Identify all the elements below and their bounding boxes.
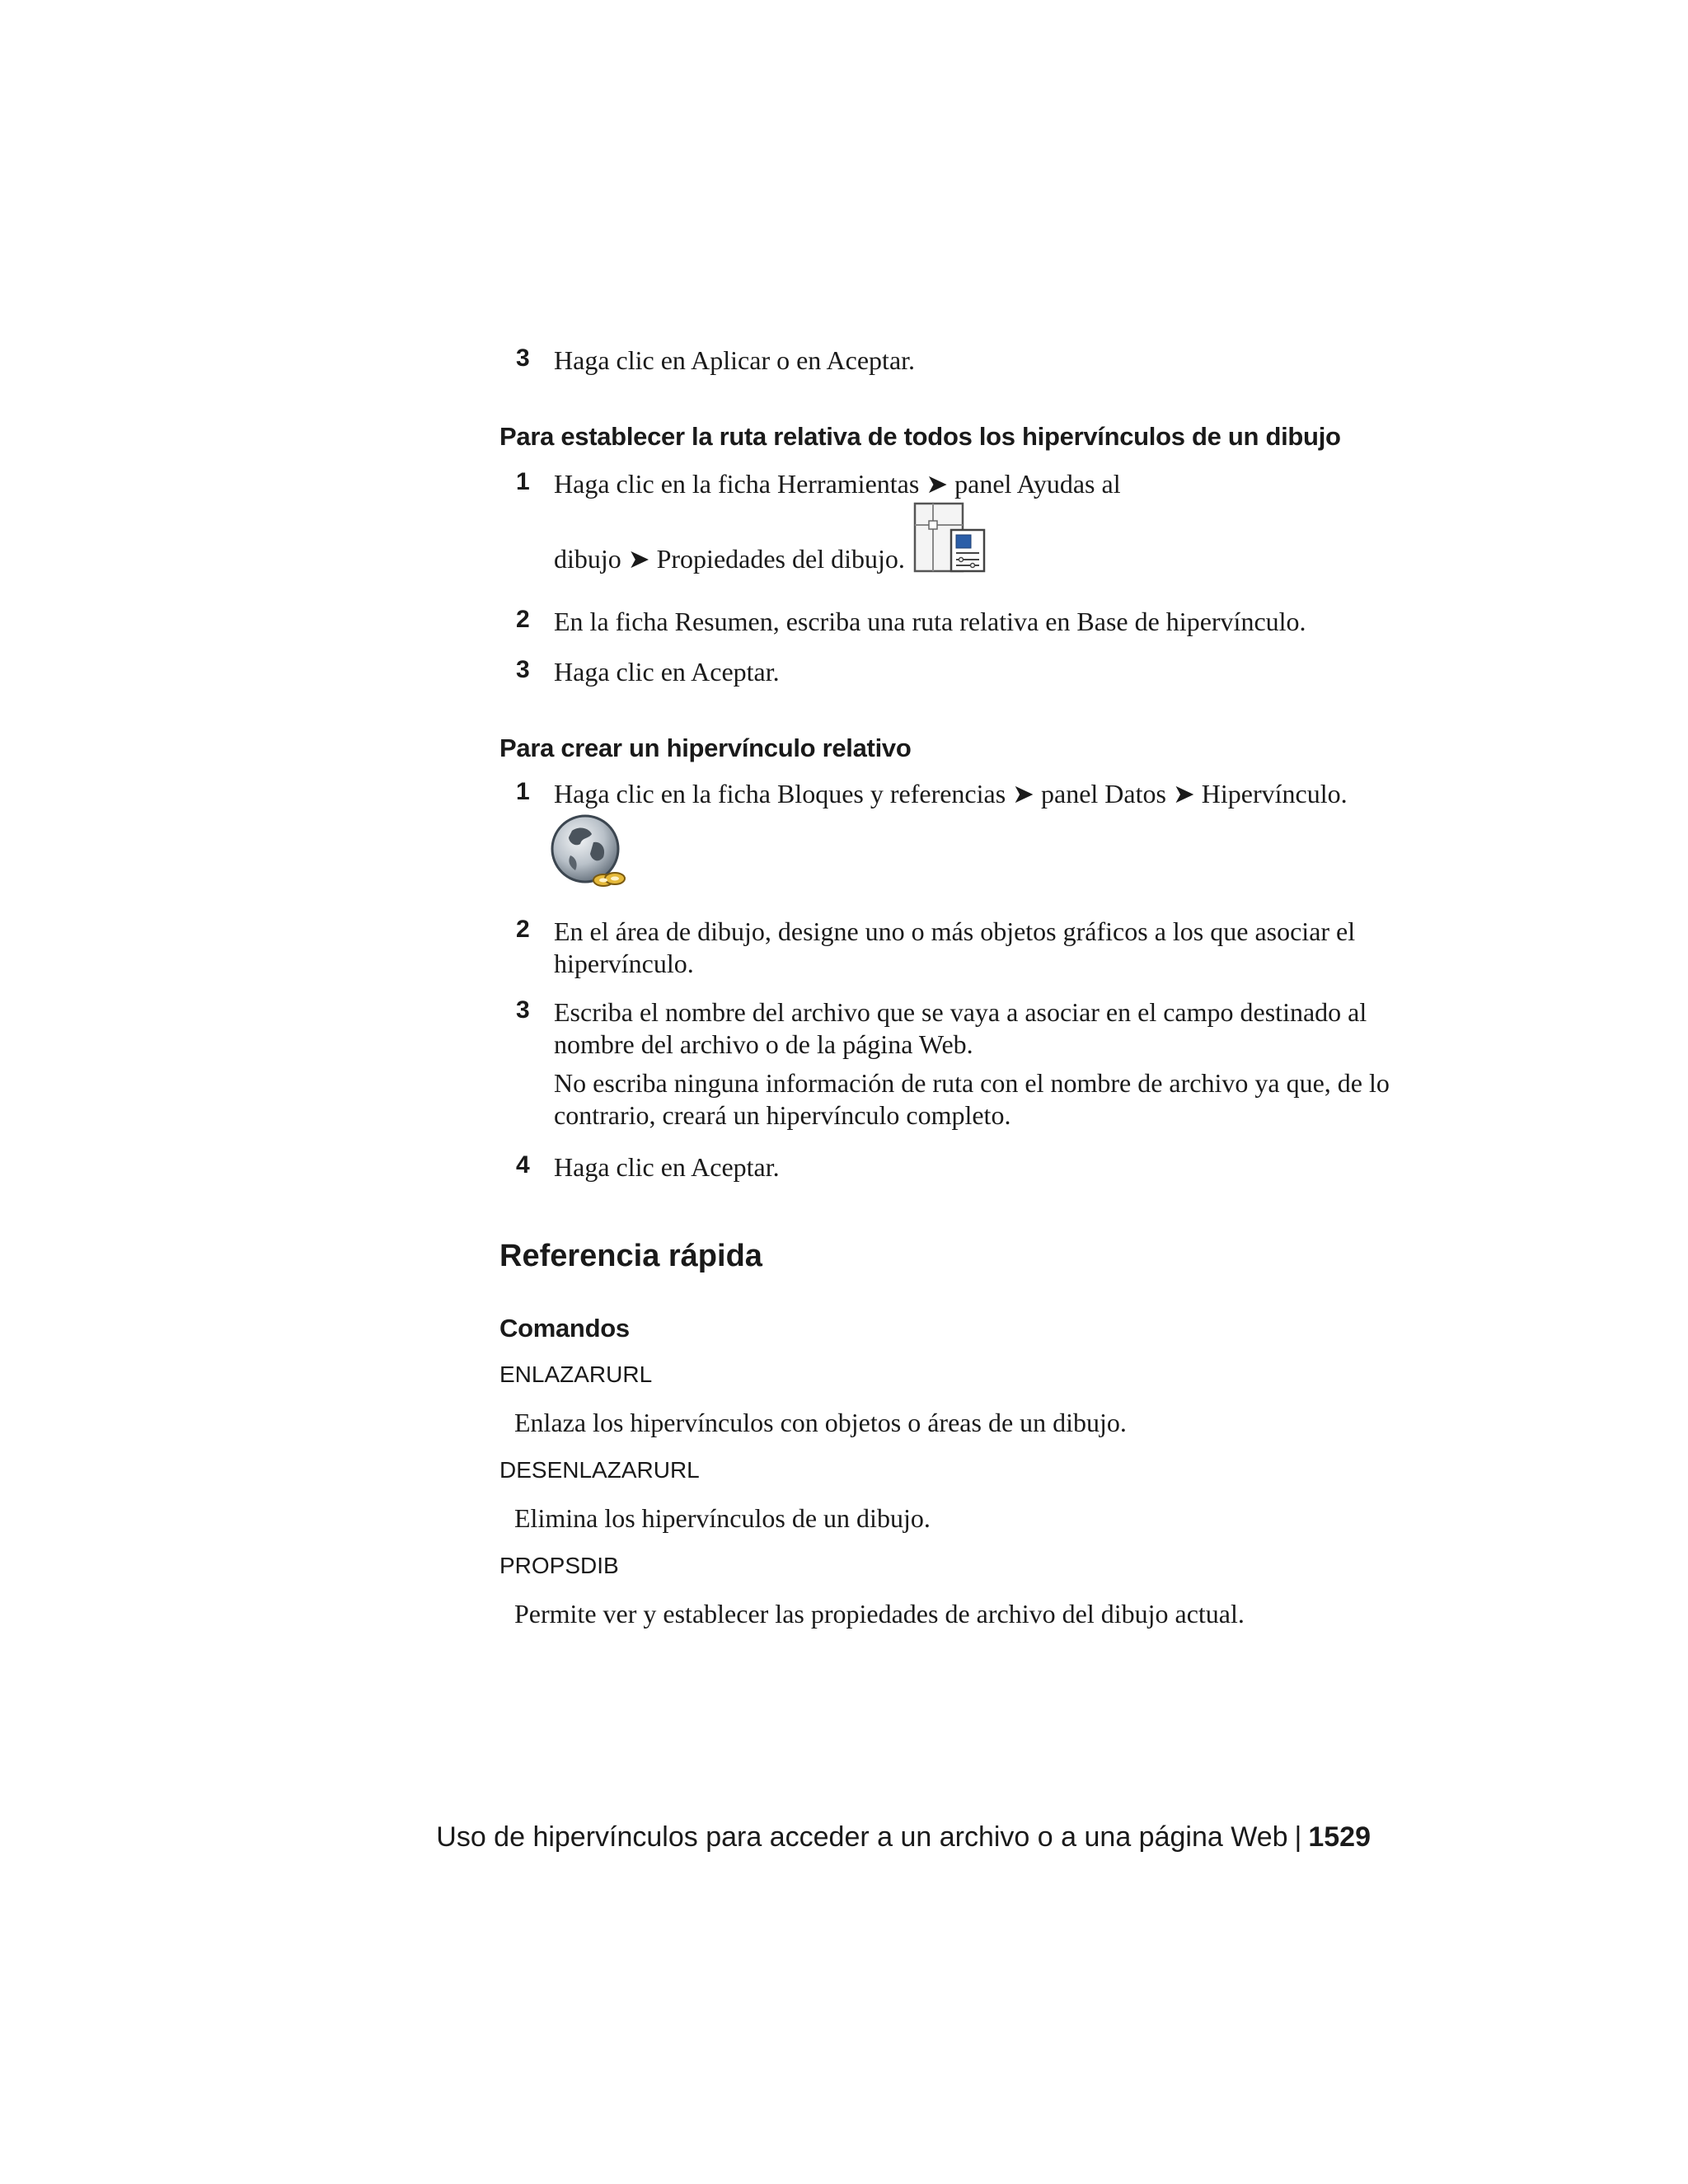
quick-reference-heading: Referencia rápida bbox=[499, 1239, 762, 1273]
commands-heading: Comandos bbox=[499, 1314, 630, 1343]
step-item-continuation bbox=[516, 504, 1390, 579]
hyperlink-globe-icon[interactable] bbox=[551, 814, 626, 894]
step-number: 3 bbox=[516, 656, 530, 683]
step-number: 3 bbox=[516, 344, 530, 372]
command-name: ENLAZARURL bbox=[499, 1361, 653, 1387]
step-text: En el área de dibujo, designe uno o más objetos gráficos a los que asociar el hipervínculo. bbox=[554, 916, 1356, 978]
step-number: 3 bbox=[516, 996, 530, 1024]
step-text: dibujo ➤ Propiedades del dibujo. bbox=[554, 544, 905, 574]
command-name: DESENLAZARURL bbox=[499, 1457, 700, 1483]
footer-title: Uso de hipervínculos para acceder a un archivo o a una página Web bbox=[436, 1821, 1288, 1853]
step-text: Haga clic en la ficha Bloques y referencias ➤ panel Datos ➤ Hipervínculo. bbox=[554, 779, 1348, 808]
step-number: 1 bbox=[516, 778, 530, 805]
footer-separator: | bbox=[1294, 1821, 1302, 1853]
command-name: PROPSDIB bbox=[499, 1553, 619, 1578]
step-text: Haga clic en Aceptar. bbox=[554, 657, 780, 687]
command-description: Permite ver y establecer las propiedades de archivo del dibujo actual. bbox=[514, 1599, 1245, 1629]
drawing-properties-icon[interactable] bbox=[912, 502, 987, 579]
page-footer bbox=[436, 1821, 1371, 1854]
step-text: Escriba el nombre del archivo que se vaya a asociar en el campo destinado al nombre del archivo o de la página Web. bbox=[554, 997, 1367, 1059]
step-text: Haga clic en Aplicar o en Aceptar. bbox=[554, 345, 916, 375]
section-heading-relative-hyperlink: Para crear un hipervínculo relativo bbox=[499, 733, 912, 762]
section-heading-relative-path: Para establecer la ruta relativa de todos los hipervínculos de un dibujo bbox=[499, 422, 1341, 451]
step-text: Haga clic en Aceptar. bbox=[554, 1152, 780, 1182]
command-description: Elimina los hipervínculos de un dibujo. bbox=[514, 1503, 931, 1533]
step-note-text: No escriba ninguna información de ruta con el nombre de archivo ya que, de lo contrario, creará un hipervínculo completo. bbox=[554, 1068, 1390, 1130]
step-number: 2 bbox=[516, 606, 530, 633]
step-number: 2 bbox=[516, 916, 530, 943]
step-number: 1 bbox=[516, 468, 530, 495]
step-number: 4 bbox=[516, 1151, 530, 1179]
page-number: 1529 bbox=[1308, 1821, 1371, 1853]
command-description: Enlaza los hipervínculos con objetos o áreas de un dibujo. bbox=[514, 1408, 1127, 1437]
step-text: En la ficha Resumen, escriba una ruta relativa en Base de hipervínculo. bbox=[554, 607, 1306, 636]
step-text: Haga clic en la ficha Herramientas ➤ panel Ayudas al bbox=[554, 469, 1121, 499]
